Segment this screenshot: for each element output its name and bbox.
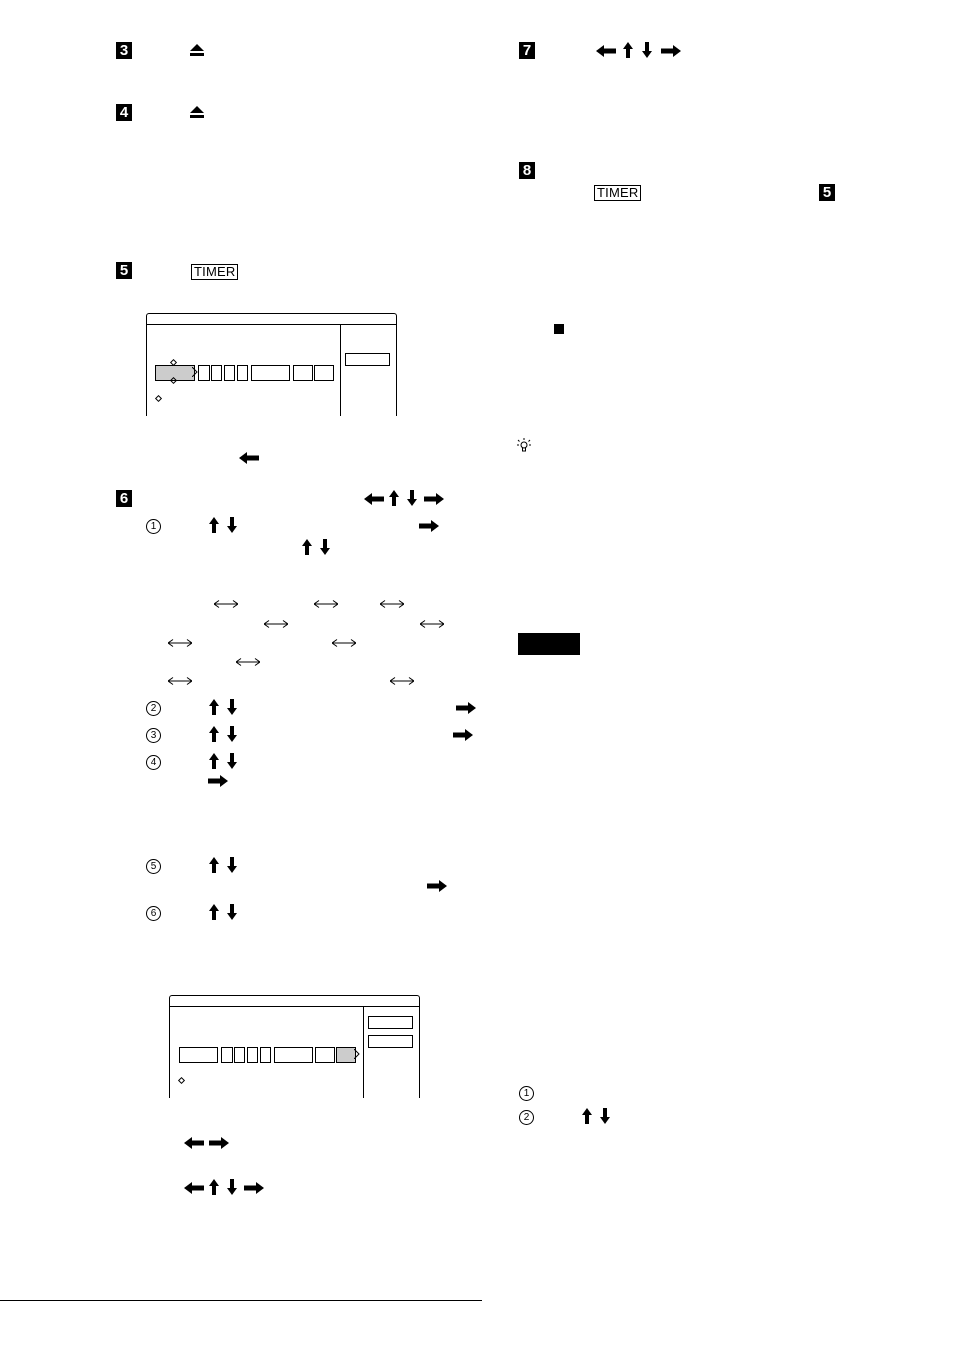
date-field [247,1047,258,1063]
arrow-down-icon [600,1108,610,1124]
arrow-up-icon [209,904,219,920]
step-8-badge: 8 [519,162,535,179]
timer-button-label: TIMER [594,185,641,201]
arrow-right-icon [452,729,474,741]
right-substep-1-marker: 1 [519,1086,534,1101]
right-substep-2-marker: 2 [519,1110,534,1125]
double-arrow-icon [264,620,288,628]
arrow-up-icon [302,539,312,555]
substep-5-marker: 5 [146,859,161,874]
selected-field [336,1047,356,1063]
double-arrow-icon [236,658,260,666]
arrow-right-icon [455,702,477,714]
double-arrow-icon [332,639,356,647]
date-field [198,365,210,381]
time-field [251,365,290,381]
substep-2-marker: 2 [146,701,161,716]
arrow-down-icon [227,517,237,533]
double-arrow-icon [380,600,404,608]
arrow-left-icon [595,45,617,57]
arrow-right-icon [208,1137,230,1149]
screen-button-box [345,353,390,366]
timer-screen-1 [146,313,397,416]
arrow-down-icon [227,726,237,742]
screen-button-box [368,1016,413,1029]
double-arrow-icon [314,600,338,608]
screen-header-line [147,324,396,325]
arrow-up-icon [209,753,219,769]
screen-button-box [368,1035,413,1048]
step-4-badge: 4 [116,104,132,121]
diamond-icon [178,1077,185,1084]
mode-field [314,365,334,381]
timer-screen-2 [169,995,420,1098]
substep-1-marker: 1 [146,519,161,534]
arrow-right-icon [207,775,229,787]
channel-field [179,1047,218,1063]
arrow-up-icon [209,699,219,715]
step-5-badge: 5 [116,262,132,279]
footer-rule [0,1300,482,1301]
arrow-up-icon [623,42,633,58]
double-arrow-icon [214,600,238,608]
arrow-left-icon [238,452,260,464]
eject-icon [190,106,204,118]
arrow-right-icon [660,45,682,57]
arrow-up-icon [209,517,219,533]
screen-divider [363,1007,364,1098]
arrow-left-icon [183,1182,205,1194]
substep-3-marker: 3 [146,728,161,743]
arrow-up-icon [389,490,399,506]
arrow-down-icon [227,753,237,769]
arrow-up-icon [582,1108,592,1124]
step-6-badge: 6 [116,490,132,507]
diamond-icon [155,395,162,402]
double-arrow-icon [390,677,414,685]
stop-icon [554,324,564,334]
time-field [274,1047,313,1063]
arrow-right-icon [243,1182,265,1194]
date-field [234,1047,245,1063]
lightbulb-icon [517,438,531,454]
arrow-up-icon [209,1179,219,1195]
arrow-down-icon [407,490,417,506]
arrow-down-icon [320,539,330,555]
date-field [211,365,222,381]
eject-icon [190,44,204,56]
arrow-right-icon [423,493,445,505]
screen-header-line [170,1006,419,1007]
double-arrow-icon [420,620,444,628]
arrow-up-icon [209,726,219,742]
mode-field [293,365,313,381]
arrow-right-icon [418,520,440,532]
date-field [221,1047,233,1063]
arrow-down-icon [227,699,237,715]
double-arrow-icon [168,639,192,647]
step-5-reference-badge: 5 [819,184,835,201]
cursor-icon [354,1049,360,1059]
notes-heading-bar [518,633,580,655]
substep-4-marker: 4 [146,755,161,770]
date-field [260,1047,271,1063]
arrow-left-icon [363,493,385,505]
arrow-down-icon [227,857,237,873]
timer-button-label: TIMER [191,264,238,280]
arrow-up-icon [209,857,219,873]
double-arrow-icon [168,677,192,685]
step-7-badge: 7 [519,42,535,59]
arrow-right-icon [426,880,448,892]
arrow-left-icon [183,1137,205,1149]
step-3-badge: 3 [116,42,132,59]
arrow-down-icon [227,904,237,920]
date-field [224,365,235,381]
screen-divider [340,325,341,416]
substep-6-marker: 6 [146,906,161,921]
arrow-down-icon [642,42,652,58]
date-field [237,365,248,381]
mode-field [315,1047,335,1063]
arrow-down-icon [227,1179,237,1195]
